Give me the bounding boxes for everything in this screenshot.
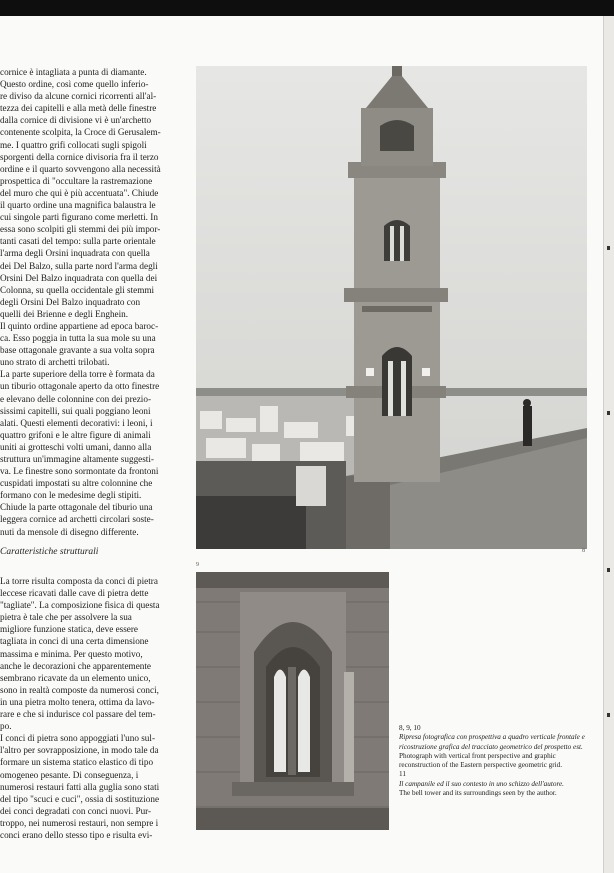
text-line: sembrano ricavate da un elemento unico, bbox=[0, 672, 151, 683]
text-line: uno strato di archetti trilobati. bbox=[0, 357, 110, 368]
text-line: rare e che si indurisce col passare del tem- bbox=[0, 709, 156, 720]
text-line: pietra è tale che per assolvere la sua bbox=[0, 612, 132, 623]
text-line: struttura un'immagine altamente suggesti- bbox=[0, 454, 154, 464]
text-line: del muro che qui è più accentuata". Chiude bbox=[0, 187, 159, 198]
text-line: po. bbox=[0, 721, 12, 732]
caption-english-2: The bell tower and its surroundings seen by the author. bbox=[399, 789, 557, 798]
text-line: il quarto ordine una magnifica balaustra le bbox=[0, 200, 156, 211]
figure-number-9: 9 bbox=[196, 562, 199, 568]
text-line: Chiude la parte ottagonale del tiburio una bbox=[0, 502, 153, 513]
text-line: "tagliate". La composizione fisica di questa bbox=[0, 600, 160, 611]
text-line: I conci di pietra sono appoggiati l'uno sul- bbox=[0, 733, 156, 744]
text-line: quelli dei Brienne e degli Enghein. bbox=[0, 308, 129, 319]
scan-top-border bbox=[0, 0, 614, 16]
text-line: leccese ricavati dalle cave di pietra dette bbox=[0, 588, 149, 599]
text-line: sono in realtà composte da numerosi conci, bbox=[0, 684, 159, 695]
text-line: nuti da mensole di disegno differente. bbox=[0, 526, 139, 537]
text-line: Orsini Del Balzo inquadrata con quella dei bbox=[0, 272, 158, 283]
text-line: cui singole parti figurano come merletti. In bbox=[0, 212, 158, 223]
text-line: base ottagonale gravante a sua volta sopra bbox=[0, 345, 155, 356]
text-line: re diviso da alcune cornici ricorrenti all'al- bbox=[0, 91, 157, 102]
caption-italian: Ripresa fotografica con prospettiva a quadro verticale frontale e ricostruzione grafica del tracciato geometrico del prospetto est. bbox=[399, 733, 585, 751]
body-text-lower bbox=[0, 575, 188, 841]
tower-window-photo bbox=[196, 572, 389, 830]
text-line: dalla cornice di divisione vi è un'archetto bbox=[0, 115, 152, 126]
text-line: cornice è intagliata a punta di diamante. bbox=[0, 67, 147, 77]
text-line: va. Le finestre sono sormontate da frontoni bbox=[0, 466, 159, 477]
text-line: formano con le medesime degli stipiti. bbox=[0, 490, 142, 501]
bell-tower-photo bbox=[196, 66, 587, 549]
text-line: in una pietra molto tenera, ottima da lavo- bbox=[0, 696, 155, 707]
caption-italian-2: Il campanile ed il suo contesto in uno schizzo dell'autore. bbox=[399, 779, 564, 788]
text-line: essa sono scolpiti gli stemmi dei più impor- bbox=[0, 224, 161, 235]
text-line: dei Del Balzo, sulla parte nord l'arma degli bbox=[0, 260, 158, 271]
text-line: tezza dei capitelli e alla metà delle finestre bbox=[0, 103, 157, 114]
text-line: sissimi capitelli, sui quali poggiano leoni bbox=[0, 405, 151, 416]
text-line: uniti ai grotteschi volti umani, danno alla bbox=[0, 441, 152, 452]
text-line: e elevano delle colonnine con dei prezio- bbox=[0, 393, 152, 404]
scan-right-edge bbox=[603, 16, 614, 873]
text-line: sporgenti della cornice divisoria fra il terzo bbox=[0, 151, 159, 162]
text-line: l'arma degli Orsini inquadrata con quella bbox=[0, 248, 150, 259]
text-line: me. I quattro grifi collocati sugli spigoli bbox=[0, 139, 147, 150]
figure-captions bbox=[399, 724, 587, 798]
text-line: un tiburio ottagonale aperto da otto finestre bbox=[0, 381, 160, 392]
text-line: dei conci degradati con conci nuovi. Pur- bbox=[0, 805, 152, 816]
text-line: anche le decorazioni che apparentemente bbox=[0, 660, 151, 671]
text-line: prospettica di "occultare la rastremazione bbox=[0, 175, 153, 186]
text-line: migliore funzione statica, deve essere bbox=[0, 624, 139, 635]
text-line: Colonna, su quella occidentale gli stemmi bbox=[0, 284, 155, 295]
text-line: leggera cornice ad archetti circolari soste- bbox=[0, 514, 154, 525]
text-line: ordine e il quarto sovvengono alla necessità bbox=[0, 163, 161, 174]
text-line: Il quinto ordine appartiene ad epoca baroc- bbox=[0, 320, 159, 331]
text-line: del tipo "scuci e cuci", ossia di sostituzione bbox=[0, 793, 160, 804]
text-line: contenente scolpita, la Croce di Gerusalem- bbox=[0, 127, 161, 138]
text-line: omogeneo pesante. Di conseguenza, i bbox=[0, 769, 139, 780]
text-line: troppo, nei numerosi restauri, non sempre i bbox=[0, 817, 159, 828]
body-text-upper bbox=[0, 66, 188, 538]
text-line: La torre risulta composta da conci di pietra bbox=[0, 576, 158, 586]
text-line: conci erano dello stesso tipo e risulta evi- bbox=[0, 829, 153, 840]
text-line: cuspidati impostati su altre colonnine che bbox=[0, 478, 153, 489]
text-line: tanti casati del tempo: sulla parte orientale bbox=[0, 236, 156, 247]
figure-number-8: 8 bbox=[582, 548, 585, 554]
text-line: tagliata in conci di una certa dimensione bbox=[0, 636, 149, 647]
text-line: quattro grifoni e le altre figure di animali bbox=[0, 429, 151, 440]
caption-numbers: 8, 9, 10 bbox=[399, 724, 421, 732]
text-line: La parte superiore della torre è formata da bbox=[0, 369, 155, 380]
text-line: Questo ordine, così come quello inferio- bbox=[0, 79, 149, 90]
caption-number-2: 11 bbox=[399, 770, 406, 779]
caption-english: Photograph with vertical front perspective and graphic reconstruction of the Eastern perspective geometric grid. bbox=[399, 751, 563, 770]
text-line: formare un sistema statico elastico di tipo bbox=[0, 757, 154, 768]
text-line: massima e minima. Per questo motivo, bbox=[0, 648, 143, 659]
text-line: numerosi restauri fatti alla guglia sono stati bbox=[0, 781, 160, 792]
section-heading: Caratteristiche strutturali bbox=[0, 547, 99, 557]
text-line: alati. Questi elementi decorativi: i leoni, i bbox=[0, 417, 153, 428]
text-line: degli Orsini Del Balzo inquadrato con bbox=[0, 296, 141, 307]
text-line: ca. Esso poggia in tutta la sua mole su una bbox=[0, 333, 156, 344]
text-line: l'altro per sovrapposizione, in modo tale da bbox=[0, 745, 159, 756]
